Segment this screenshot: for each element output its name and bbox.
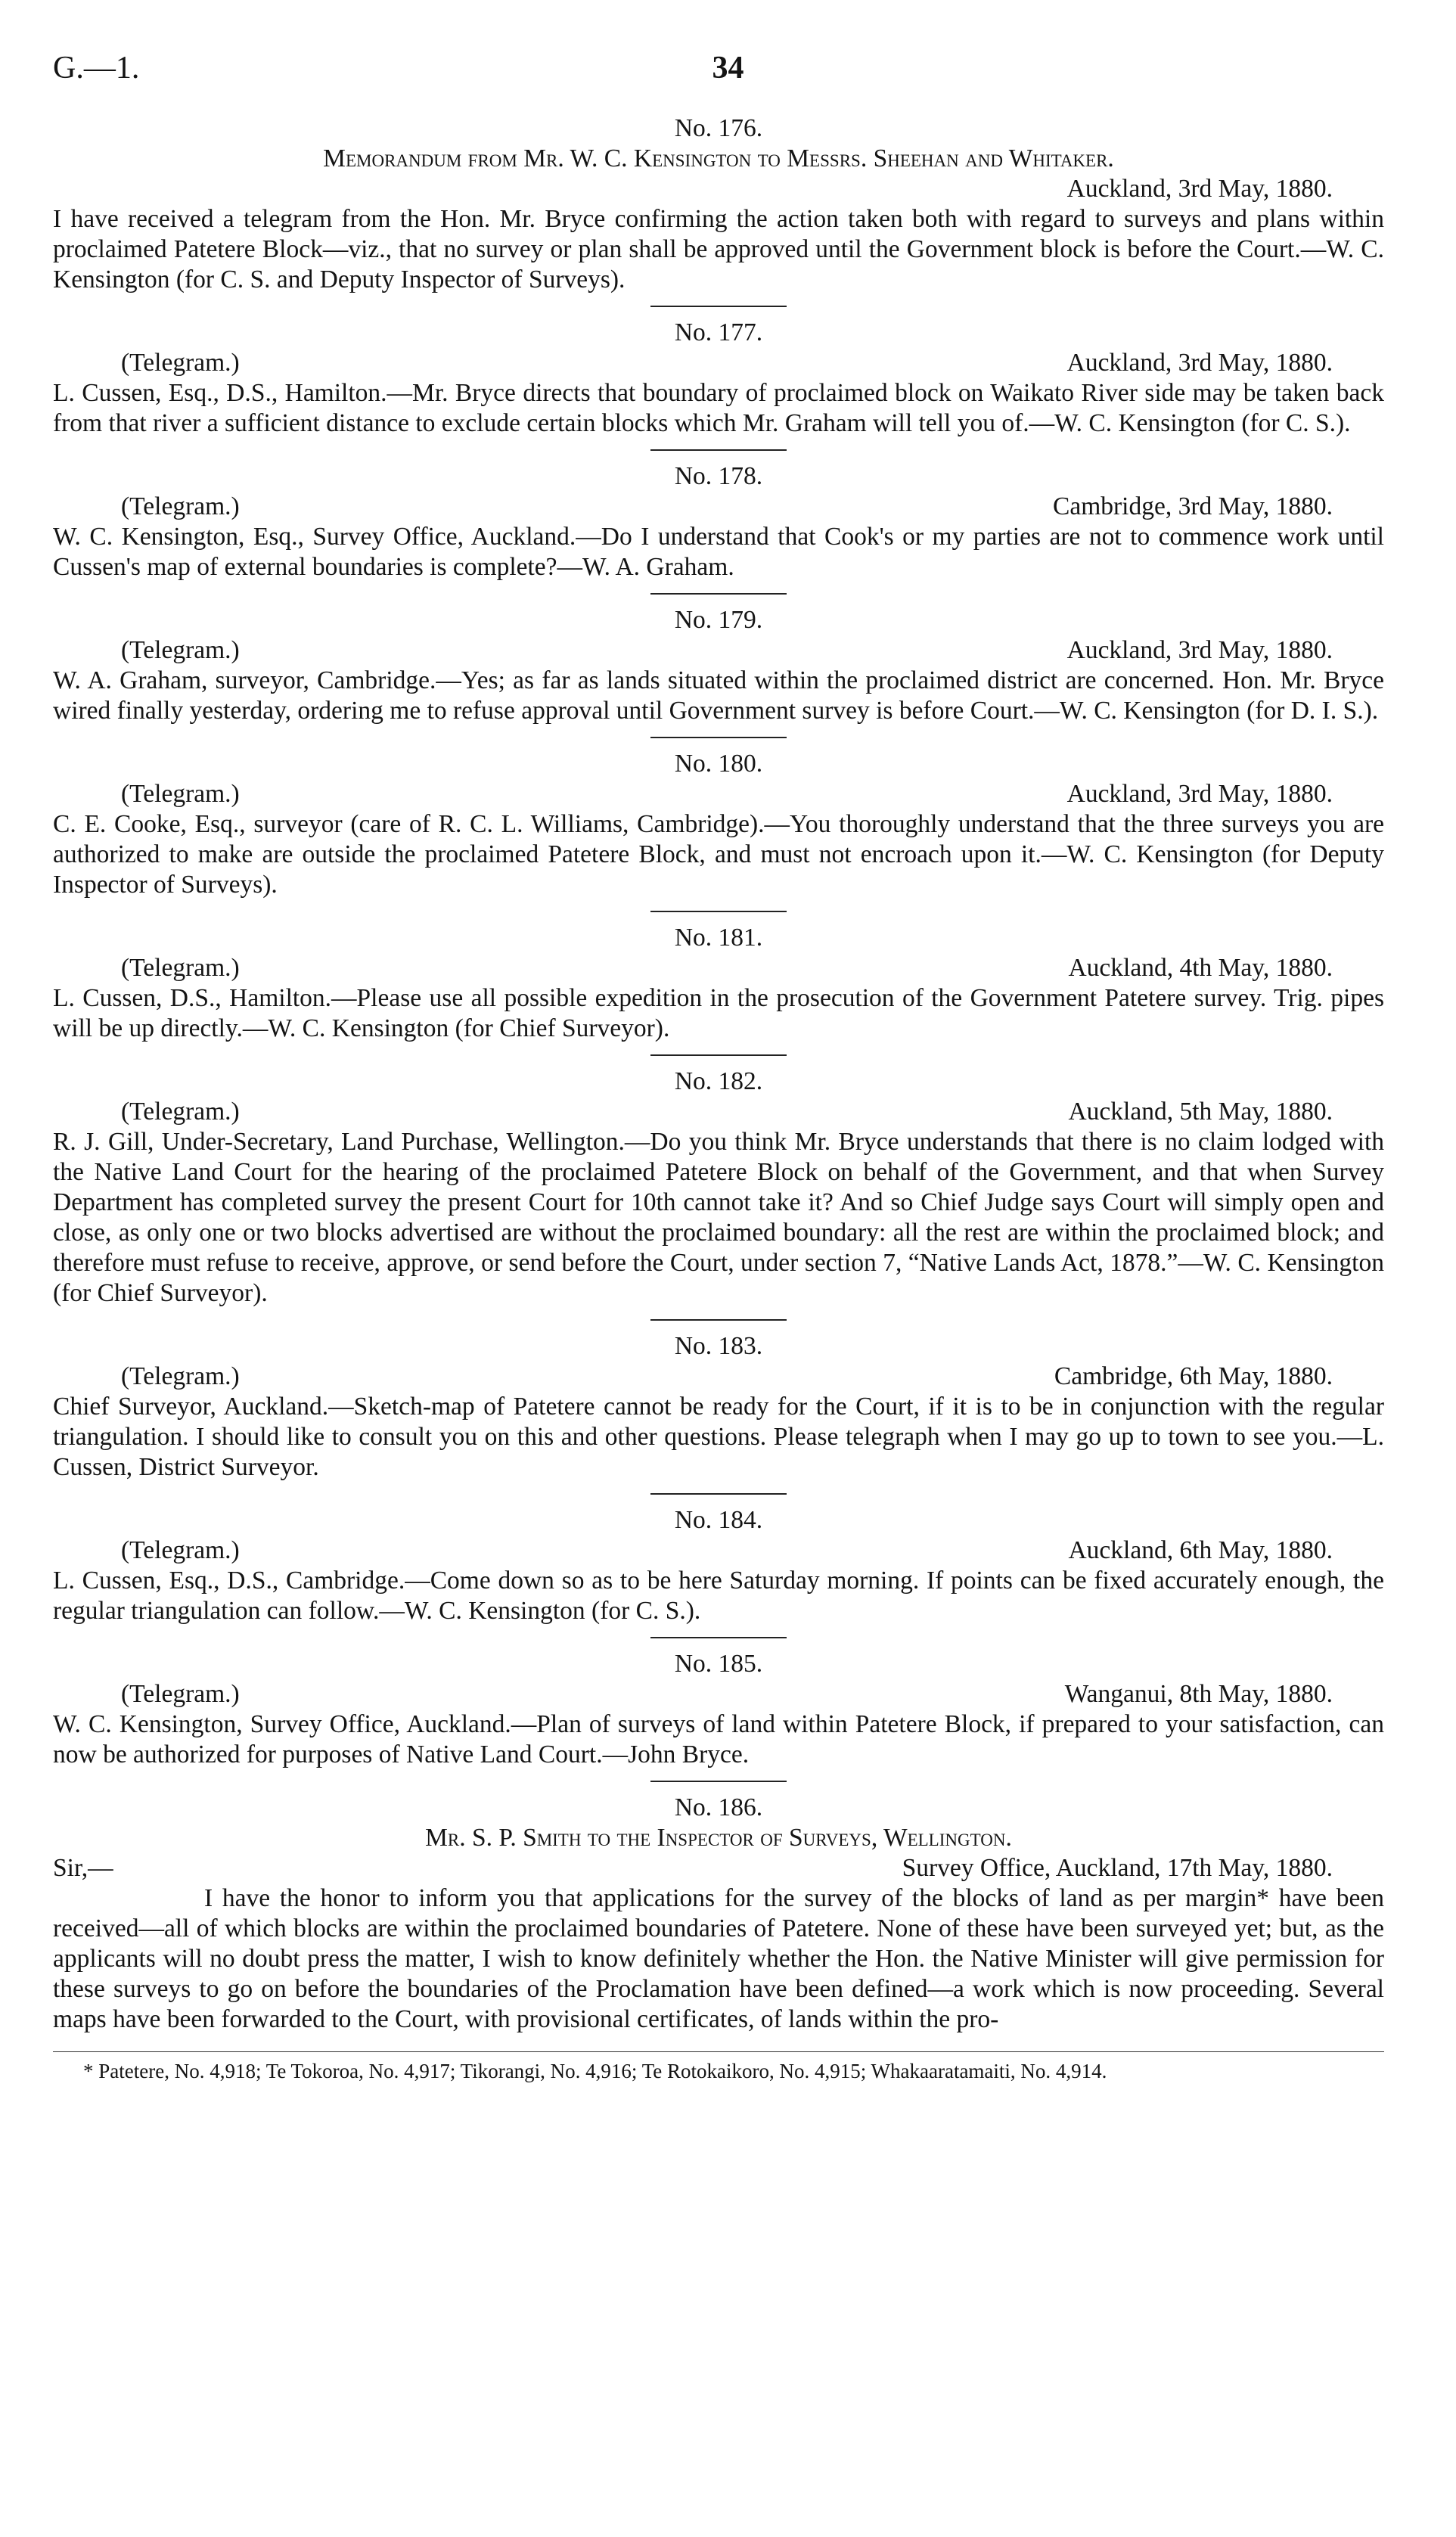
- entry-number: No. 180.: [674, 750, 763, 778]
- section-divider: [650, 593, 787, 595]
- entry-number: No. 177.: [674, 318, 763, 346]
- entry-184: [53, 1505, 1384, 1626]
- telegram-label: (Telegram.): [121, 349, 240, 377]
- section-divider: [650, 1319, 787, 1321]
- section-divider: [650, 1781, 787, 1782]
- entry-text: W. C. Kensington, Esq., Survey Office, Auckland.—Do I understand that Cook's or my parties are not to commence work until Cussen's map of external boundaries is complete?—W. A. Graham.: [53, 523, 1384, 581]
- place-date: Auckland, 4th May, 1880.: [1068, 954, 1333, 982]
- entry-180: [53, 749, 1384, 900]
- entry-text: I have received a telegram from the Hon. Mr. Bryce confirming the action taken both with regard to surveys and plans within proclaimed Patetere Block—viz., that no survey or plan shall be approved until the Government block is before the Court.—W. C. Kensington (for C. S. and Deputy Inspector of Surveys).: [53, 205, 1384, 293]
- entry-182: [53, 1067, 1384, 1309]
- entry-number: No. 185.: [674, 1650, 763, 1678]
- telegram-label: (Telegram.): [121, 954, 240, 982]
- footnote-rule: [53, 2051, 1384, 2052]
- section-divider: [650, 449, 787, 451]
- entry-text: L. Cussen, Esq., D.S., Cambridge.—Come down so as to be here Saturday morning. If points can be fixed accurately enough, the regular triangulation can follow.—W. C. Kensington (for C. S.).: [53, 1567, 1384, 1625]
- telegram-label: (Telegram.): [121, 636, 240, 664]
- telegram-label: (Telegram.): [121, 1362, 240, 1390]
- section-divider: [650, 737, 787, 738]
- place-date: Cambridge, 6th May, 1880.: [1054, 1362, 1333, 1390]
- entry-text: C. E. Cooke, Esq., surveyor (care of R. C. L. Williams, Cambridge).—You thoroughly understand that the three surveys you are authorized to make are outside the proclaimed Patetere Block, and must not encroach upon it.—W. C. Kensington (for Deputy Inspector of Surveys).: [53, 810, 1384, 899]
- entry-number: No. 186.: [674, 1793, 763, 1821]
- document-body: [53, 113, 1384, 2084]
- salutation: Sir,—: [53, 1854, 113, 1882]
- entry-text: L. Cussen, D.S., Hamilton.—Please use all possible expedition in the prosecution of the Government Patetere survey. Trig. pipes will be up directly.—W. C. Kensington (for Chief Surveyor).: [53, 984, 1384, 1042]
- place-date: Auckland, 6th May, 1880.: [1068, 1536, 1333, 1564]
- entry-178: [53, 461, 1384, 582]
- entry-number: No. 179.: [674, 606, 763, 634]
- entry-number: No. 182.: [674, 1067, 763, 1095]
- section-divider: [650, 911, 787, 912]
- entry-185: [53, 1649, 1384, 1770]
- entry-176: [53, 113, 1384, 295]
- entry-text: Chief Surveyor, Auckland.—Sketch-map of Patetere cannot be ready for the Court, if it is to be in conjunction with the regular triangulation. I should like to consult you on this and other questions. Please telegraph when I may go up to town to see you.—L. Cussen, District Surveyor.: [53, 1393, 1384, 1481]
- telegram-label: (Telegram.): [121, 1536, 240, 1564]
- entry-186: [53, 1793, 1384, 2035]
- series-label: G.—1.: [53, 51, 140, 85]
- entry-text: W. C. Kensington, Survey Office, Auckland.—Plan of surveys of land within Patetere Block, if prepared to your satisfaction, can now be authorized for purposes of Native Land Court.—John Bryce.: [53, 1710, 1384, 1768]
- entry-number: No. 178.: [674, 462, 763, 490]
- entry-179: [53, 605, 1384, 726]
- section-divider: [650, 1637, 787, 1638]
- section-divider: [650, 1493, 787, 1495]
- entry-number: No. 184.: [674, 1506, 763, 1534]
- place-date: Auckland, 3rd May, 1880.: [1066, 175, 1333, 203]
- entry-text: L. Cussen, Esq., D.S., Hamilton.—Mr. Bryce directs that boundary of proclaimed block on Waikato River side may be taken back from that river a sufficient distance to exclude certain blocks which Mr. Graham will tell you of.—W. C. Kensington (for C. S.).: [53, 379, 1384, 437]
- letter-title: Mr. S. P. Smith to the Inspector of Surveys, Wellington.: [425, 1824, 1012, 1852]
- telegram-label: (Telegram.): [121, 492, 240, 520]
- page-number: 34: [712, 51, 744, 85]
- entry-number: No. 176.: [674, 114, 763, 142]
- telegram-label: (Telegram.): [121, 780, 240, 808]
- entry-text: W. A. Graham, surveyor, Cambridge.—Yes; as far as lands situated within the proclaimed district are concerned. Hon. Mr. Bryce wired finally yesterday, ordering me to refuse approval until Government survey is before Court.—W. C. Kensington (for D. I. S.).: [53, 666, 1384, 725]
- footnote: * Patetere, No. 4,918; Te Tokoroa, No. 4,917; Tikorangi, No. 4,916; Te Rotokaikoro, No. 4,915; Whakaaratamaiti, No. 4,914.: [83, 2060, 1107, 2082]
- entry-177: [53, 318, 1384, 439]
- place-date: Survey Office, Auckland, 17th May, 1880.: [902, 1854, 1333, 1882]
- entry-number: No. 183.: [674, 1332, 763, 1360]
- entry-181: [53, 923, 1384, 1044]
- telegram-label: (Telegram.): [121, 1680, 240, 1708]
- place-date: Auckland, 5th May, 1880.: [1068, 1098, 1333, 1126]
- section-divider: [650, 306, 787, 307]
- entry-183: [53, 1331, 1384, 1483]
- place-date: Wanganui, 8th May, 1880.: [1064, 1680, 1333, 1708]
- place-date: Auckland, 3rd May, 1880.: [1066, 636, 1333, 664]
- memo-title: Memorandum from Mr. W. C. Kensington to Messrs. Sheehan and Whitaker.: [323, 144, 1114, 172]
- telegram-label: (Telegram.): [121, 1098, 240, 1126]
- entry-text: R. J. Gill, Under-Secretary, Land Purchase, Wellington.—Do you think Mr. Bryce understands that there is no claim lodged with the Native Land Court for the hearing of the proclaimed Patetere Block on behalf of the Government, and that when Survey Department has completed survey the present Court for 10th cannot take it? And so Chief Judge says Court will simply open and close, as only one or two blocks advertised are without the proclaimed boundary: all the rest are within the proclaimed block; and therefore must refuse to receive, approve, or send before the Court, under section 7, “Native Lands Act, 1878.”—W. C. Kensington (for Chief Surveyor).: [53, 1128, 1384, 1307]
- place-date: Auckland, 3rd May, 1880.: [1066, 349, 1333, 377]
- place-date: Auckland, 3rd May, 1880.: [1066, 780, 1333, 808]
- entry-number: No. 181.: [674, 924, 763, 952]
- place-date: Cambridge, 3rd May, 1880.: [1053, 492, 1333, 520]
- section-divider: [650, 1054, 787, 1056]
- entry-text: I have the honor to inform you that applications for the survey of the blocks of land as per margin* have been received—all of which blocks are within the proclaimed boundaries of Patetere. None of these have been surveyed yet; but, as the applicants will no doubt press the matter, I wish to know definitely whether the Hon. the Native Minister will give permission for these surveys to go on before the boundaries of the Proclamation have been defined—a work which is now proceeding. Several maps have been forwarded to the Court, with provisional certificates, of lands within the pro-: [53, 1884, 1384, 2033]
